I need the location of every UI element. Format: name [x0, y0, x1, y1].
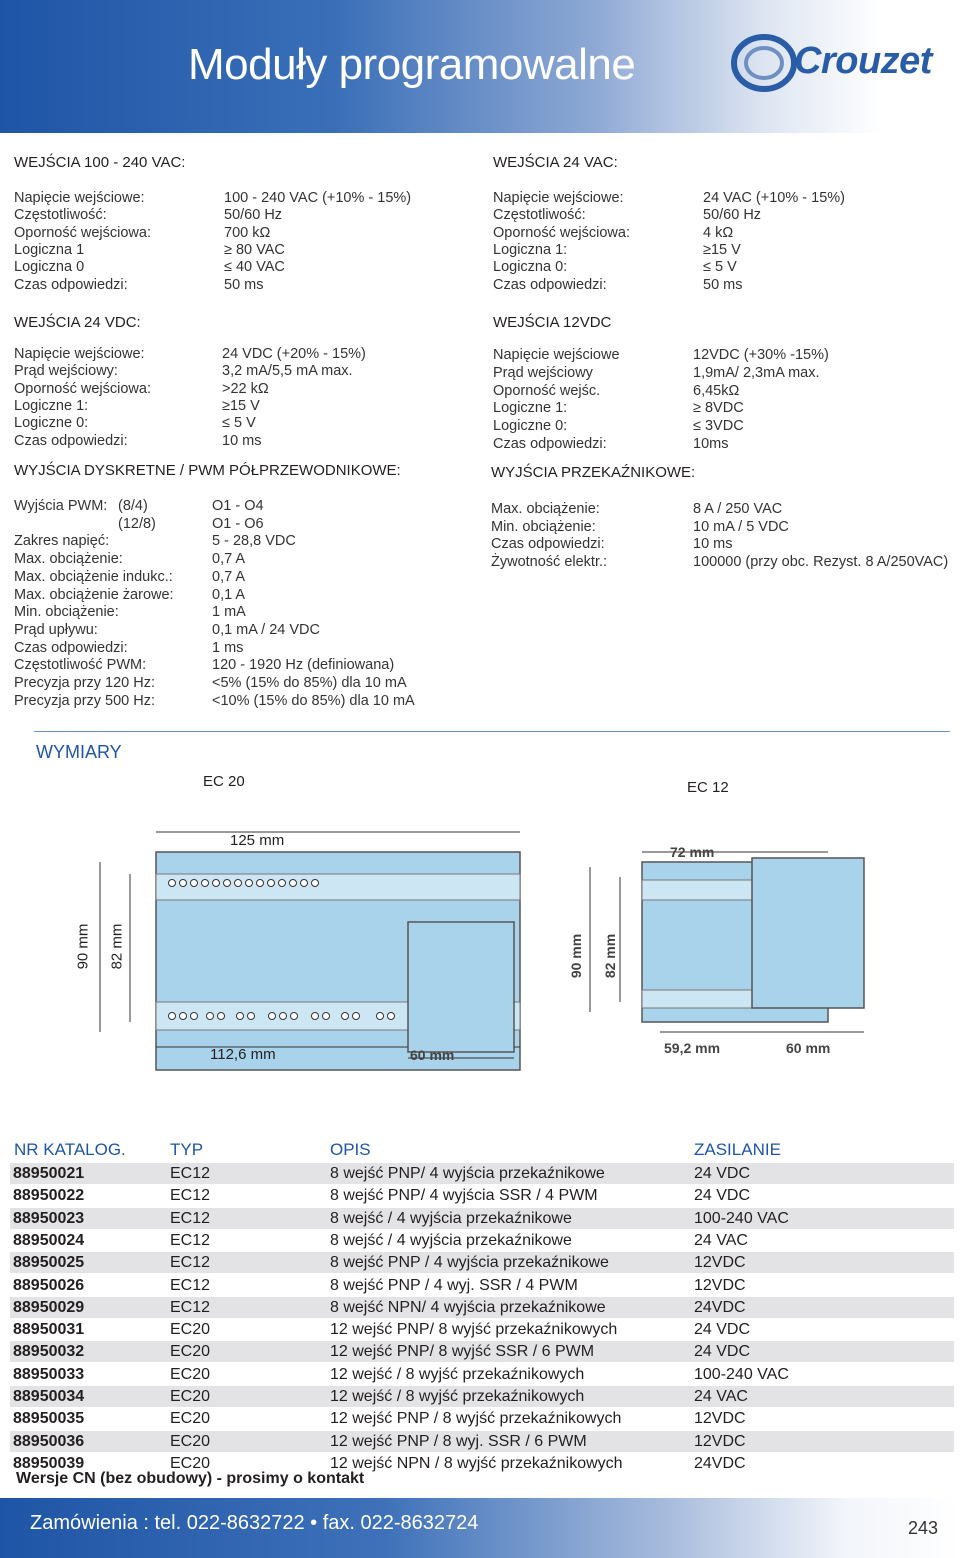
spec-value: 0,1 mA / 24 VDC — [212, 621, 320, 638]
spec-label: Prąd wejściowy: — [14, 363, 118, 380]
cell-catalog-number: 88950022 — [13, 1187, 85, 1205]
cell-power: 12VDC — [694, 1410, 746, 1428]
cell-catalog-number: 88950023 — [13, 1209, 85, 1227]
section-title-out-pwm: WYJŚCIA DYSKRETNE / PWM PÓŁPRZEWODNIKOWE: — [14, 462, 401, 479]
col-header-power: ZASILANIE — [694, 1140, 781, 1159]
cell-catalog-number: 88950034 — [13, 1388, 85, 1405]
spec-value: 100000 (przy obc. Rezyst. 8 A/250VAC) — [693, 554, 949, 571]
catalog-footnote: Wersje CN (bez obudowy) - prosimy o kontakt — [16, 1470, 365, 1487]
spec-label: Precyzja przy 120 Hz: — [14, 675, 156, 691]
spec-value: 24 VAC (+10% - 15%) — [703, 190, 845, 206]
spec-value: <10% (15% do 85%) dla 10 mA — [212, 692, 415, 709]
spec-value: 10 mA / 5 VDC — [693, 518, 789, 535]
cell-catalog-number: 88950024 — [13, 1231, 85, 1249]
spec-label: Czas odpowiedzi: — [14, 639, 128, 656]
spec-value: ≥ 8VDC — [693, 400, 744, 417]
ec20-inner-width-label: 112,6 mm — [210, 1046, 276, 1063]
spec-value: 1,9mA/ 2,3mA max. — [693, 364, 820, 381]
spec-value: ≥15 V — [703, 241, 741, 258]
table-row — [10, 1431, 954, 1452]
spec-sublabel: (8/4) — [118, 498, 148, 514]
ec12-width-label: 72 mm — [670, 844, 715, 860]
table-row — [10, 1341, 954, 1362]
col-header-catalog-number: NR KATALOG. — [14, 1140, 126, 1159]
spec-value: 120 - 1920 Hz (definiowana) — [212, 657, 395, 674]
catalog-table-header — [12, 1140, 952, 1162]
spec-value: O1 - O6 — [212, 515, 264, 532]
spec-label: Czas odpowiedzi: — [491, 536, 605, 553]
spec-label: Czas odpowiedzi: — [493, 276, 607, 293]
spec-label: Czas odpowiedzi: — [14, 432, 128, 449]
cell-description: 8 wejść PNP / 4 wyj. SSR / 4 PWM — [330, 1276, 578, 1294]
table-row — [10, 1386, 954, 1407]
spec-value: ≥ 80 VAC — [224, 241, 285, 258]
cell-catalog-number: 88950039 — [13, 1454, 85, 1472]
spec-label: Oporność wejściowa: — [493, 224, 630, 241]
cell-type: EC12 — [170, 1209, 211, 1227]
section-title-in-12vdc: WEJŚCIA 12VDC — [493, 314, 612, 331]
spec-value: 50/60 Hz — [224, 207, 283, 224]
cell-type: EC12 — [170, 1231, 211, 1249]
cell-catalog-number: 88950032 — [13, 1343, 85, 1361]
section-title-out-relay: WYJŚCIA PRZEKAŹNIKOWE: — [491, 464, 696, 481]
logo-text: Crouzet — [794, 40, 932, 82]
spec-value: 12VDC (+30% -15%) — [693, 347, 829, 363]
table-row — [10, 1408, 954, 1429]
spec-label: Logiczne 0: — [493, 418, 568, 435]
cell-description: 12 wejść PNP / 8 wyjść przekaźnikowych — [330, 1410, 622, 1428]
cell-power: 24 VAC — [694, 1388, 748, 1405]
spec-label: Prąd wejściowy — [493, 364, 593, 381]
spec-label: Czas odpowiedzi: — [14, 276, 128, 293]
ec20-width-label: 125 mm — [230, 832, 285, 849]
spec-value: 50/60 Hz — [703, 207, 762, 224]
cell-description: 8 wejść PNP/ 4 wyjścia przekaźnikowe — [330, 1165, 605, 1182]
spec-value: ≤ 3VDC — [693, 418, 744, 435]
spec-value: 8 A / 250 VAC — [693, 501, 783, 517]
table-row — [10, 1185, 954, 1206]
spec-label: Zakres napięć: — [14, 533, 110, 550]
cell-type: EC20 — [170, 1321, 211, 1339]
spec-label: Logiczna 1 — [14, 241, 85, 258]
ec20-height-label: 90 mm — [74, 923, 92, 970]
table-row — [10, 1275, 954, 1296]
spec-label: Prąd upływu: — [14, 621, 98, 638]
cell-catalog-number: 88950036 — [13, 1432, 85, 1450]
col-header-description: OPIS — [330, 1140, 371, 1159]
table-row — [10, 1230, 954, 1251]
spec-label: Napięcie wejściowe — [493, 347, 620, 363]
spec-sublabel: (12/8) — [118, 515, 156, 532]
spec-value: 10 ms — [222, 432, 262, 449]
spec-value: 50 ms — [224, 276, 264, 293]
spec-value: ≤ 5 V — [222, 415, 256, 432]
ec12-inner-height-label: 82 mm — [602, 933, 619, 979]
spec-label: Częstotliwość: — [493, 207, 586, 224]
order-contact: Zamówienia : tel. 022-8632722 • fax. 022-8632724 — [30, 1512, 479, 1534]
cell-catalog-number: 88950035 — [13, 1410, 85, 1428]
cell-power: 100-240 VAC — [694, 1365, 789, 1383]
cell-type: EC20 — [170, 1432, 211, 1450]
section-title-in-24vdc: WEJŚCIA 24 VDC: — [14, 314, 141, 331]
ec12-height-label: 90 mm — [568, 933, 585, 979]
cell-power: 12VDC — [694, 1254, 746, 1272]
cell-description: 12 wejść NPN / 8 wyjść przekaźnikowych — [330, 1454, 623, 1472]
cell-type: EC20 — [170, 1365, 211, 1383]
ec12-inner-width-label: 59,2 mm — [664, 1040, 721, 1056]
cell-description: 8 wejść NPN/ 4 wyjścia przekaźnikowe — [330, 1298, 606, 1316]
spec-label: Max. obciążenie: — [491, 501, 600, 517]
spec-label: Napięcie wejściowe: — [493, 190, 624, 206]
spec-label: Częstotliwość PWM: — [14, 657, 147, 674]
spec-value: 10 ms — [693, 536, 733, 553]
cell-type: EC12 — [170, 1165, 211, 1182]
cell-power: 24 VDC — [694, 1165, 751, 1182]
spec-label: Żywotność elektr.: — [491, 554, 608, 571]
cell-description: 8 wejść / 4 wyjścia przekaźnikowe — [330, 1209, 572, 1227]
spec-value: 4 kΩ — [703, 224, 734, 241]
cell-catalog-number: 88950021 — [13, 1165, 85, 1182]
cell-power: 24 VDC — [694, 1187, 751, 1205]
spec-value: >22 kΩ — [222, 380, 269, 397]
cell-description: 12 wejść PNP/ 8 wyjść SSR / 6 PWM — [330, 1343, 595, 1361]
cell-power: 24 VDC — [694, 1343, 751, 1361]
page-title: Moduły programowalne — [188, 40, 636, 89]
page-number: 243 — [908, 1518, 939, 1538]
spec-label: Max. obciążenie indukc.: — [14, 568, 173, 585]
cell-type: EC20 — [170, 1343, 211, 1361]
ec12-side-drawing — [752, 858, 864, 1032]
spec-value: 0,1 A — [212, 586, 246, 603]
cell-description: 8 wejść PNP / 4 wyjścia przekaźnikowe — [330, 1254, 609, 1272]
dimensions-title: WYMIARY — [36, 742, 122, 762]
spec-label: Max. obciążenie: — [14, 551, 123, 568]
table-row — [10, 1319, 954, 1340]
table-row — [10, 1252, 954, 1273]
spec-value: 100 - 240 VAC (+10% - 15%) — [224, 190, 412, 206]
table-row — [10, 1208, 954, 1229]
table-row — [10, 1163, 954, 1184]
section-title-in-24vac: WEJŚCIA 24 VAC: — [493, 154, 618, 171]
cell-power: 24VDC — [694, 1454, 746, 1472]
cell-power: 12VDC — [694, 1432, 746, 1450]
cell-catalog-number: 88950031 — [13, 1321, 85, 1339]
spec-label: Max. obciążenie żarowe: — [14, 586, 174, 603]
spec-value: 1 mA — [212, 604, 246, 621]
spec-value: 1 ms — [212, 639, 244, 656]
spec-value: 0,7 A — [212, 568, 246, 585]
spec-label: Logiczne 1: — [493, 400, 568, 417]
spec-label: Logiczna 0 — [14, 259, 85, 276]
cell-type: EC12 — [170, 1276, 211, 1294]
cell-type: EC20 — [170, 1410, 211, 1428]
col-header-type: TYP — [170, 1140, 204, 1159]
spec-label: Czas odpowiedzi: — [493, 436, 607, 452]
spec-value: O1 - O4 — [212, 498, 264, 514]
spec-value: 3,2 mA/5,5 mA max. — [222, 363, 353, 380]
cell-power: 100-240 VAC — [694, 1209, 789, 1227]
cell-catalog-number: 88950029 — [13, 1298, 85, 1316]
spec-value: 6,45kΩ — [693, 382, 740, 399]
cell-type: EC20 — [170, 1388, 211, 1405]
cell-description: 12 wejść PNP/ 8 wyjść przekaźnikowych — [330, 1321, 618, 1339]
spec-label: Logiczna 0: — [493, 259, 568, 276]
spec-value: 24 VDC (+20% - 15%) — [222, 346, 366, 362]
spec-label: Napięcie wejściowe: — [14, 190, 145, 206]
ec20-depth-label: 60 mm — [410, 1047, 455, 1063]
spec-value: ≥15 V — [222, 397, 260, 414]
cell-catalog-number: 88950033 — [13, 1365, 85, 1383]
cell-catalog-number: 88950026 — [13, 1276, 85, 1294]
spec-label: Częstotliwość: — [14, 207, 107, 224]
cell-power: 24 VAC — [694, 1231, 748, 1249]
spec-label: Logiczna 1: — [493, 241, 568, 258]
spec-value: ≤ 40 VAC — [224, 259, 285, 276]
spec-label: Oporność wejściowa: — [14, 224, 151, 241]
spec-value: 5 - 28,8 VDC — [212, 533, 296, 550]
cell-power: 12VDC — [694, 1276, 746, 1294]
cell-description: 12 wejść PNP / 8 wyj. SSR / 6 PWM — [330, 1432, 587, 1450]
spec-label: Min. obciążenie: — [14, 604, 119, 621]
ec20-side-drawing — [408, 922, 514, 1058]
dimension-drawings — [60, 822, 960, 1122]
cell-type: EC12 — [170, 1187, 211, 1205]
ec12-label: EC 12 — [687, 779, 729, 796]
cell-description: 12 wejść / 8 wyjść przekaźnikowych — [330, 1365, 585, 1383]
cell-description: 8 wejść PNP/ 4 wyjścia SSR / 4 PWM — [330, 1187, 598, 1205]
spec-value: 0,7 A — [212, 551, 246, 568]
spec-value: ≤ 5 V — [703, 259, 737, 276]
spec-label: Logiczne 1: — [14, 397, 89, 414]
table-row — [10, 1297, 954, 1318]
spec-label: Wyjścia PWM: — [14, 498, 108, 514]
cell-type: EC12 — [170, 1254, 211, 1272]
section-divider — [34, 731, 950, 732]
ec12-depth-label: 60 mm — [786, 1040, 831, 1056]
spec-label: Napięcie wejściowe: — [14, 346, 145, 362]
spec-value: <5% (15% do 85%) dla 10 mA — [212, 675, 407, 691]
spec-label: Logiczne 0: — [14, 415, 89, 432]
section-title-in-100-240: WEJŚCIA 100 - 240 VAC: — [14, 154, 186, 171]
cell-description: 8 wejść / 4 wyjścia przekaźnikowe — [330, 1231, 572, 1249]
cell-description: 12 wejść / 8 wyjść przekaźnikowych — [330, 1388, 585, 1405]
spec-label: Precyzja przy 500 Hz: — [14, 692, 156, 709]
cell-catalog-number: 88950025 — [13, 1254, 85, 1272]
spec-value: 10ms — [693, 436, 729, 452]
spec-value: 50 ms — [703, 276, 743, 293]
spec-label: Min. obciążenie: — [491, 518, 596, 535]
cell-type: EC20 — [170, 1454, 211, 1472]
cell-type: EC12 — [170, 1298, 211, 1316]
spec-label: Oporność wejśc. — [493, 382, 601, 399]
cell-power: 24 VDC — [694, 1321, 751, 1339]
table-row — [10, 1364, 954, 1385]
ec20-inner-height-label: 82 mm — [108, 923, 126, 970]
spec-value: 700 kΩ — [224, 224, 271, 241]
cell-power: 24VDC — [694, 1298, 746, 1316]
spec-label: Oporność wejściowa: — [14, 380, 151, 397]
ec20-label: EC 20 — [203, 773, 245, 790]
